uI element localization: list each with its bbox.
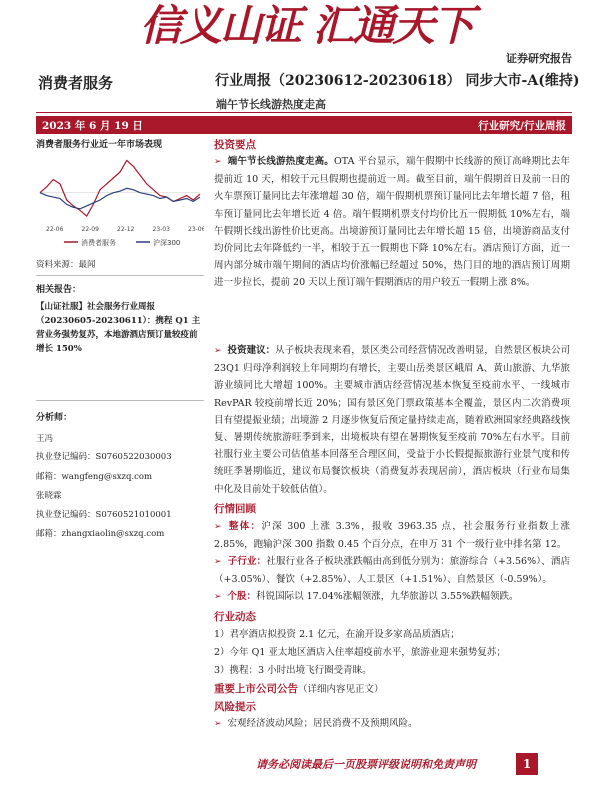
- lead-text: 整体：: [227, 521, 262, 532]
- lead-text: 子行业：: [227, 556, 267, 567]
- sidebar-divider: [36, 400, 204, 401]
- risk-text: 宏观经济波动风险；居民消费不及预期风险。: [227, 718, 418, 729]
- chart-title: 消费者服务行业近一年市场表现: [36, 140, 163, 150]
- sidebar-divider: [36, 275, 204, 276]
- arrow-icon: ➢: [214, 719, 222, 729]
- body-text: OTA 平台显示，端午假期中长线游的预订高峰期比去年提前近 10 天，相较于元旦假期也提前近一周。截至目前，端午假期首日及前一日的火车票预订量同比去年涨增超 30 倍，端午假期机票预订量同比去年增长超 7 倍，租车预订量同比去年增长近 4 倍。端午假期机票支付均价比五一假期低 10%左右，端午假期长线出游性价比更高。出境游预订量同比去年增长超 15 倍，出境游商品支付均价同比去年降低约一半，相较于五一假期也下降 10%左右。酒店预订方面，近一周内部分城市端午期间的酒店均价涨幅已经超过 50%，热门目的地的酒店预订周期进一步拉长，提前 20 天以上预订端午假期酒店的用户较五一假期上涨 8%。: [214, 156, 570, 289]
- market-performance-chart: [36, 150, 204, 250]
- series-line-0: [40, 160, 200, 216]
- body-text: 从子板块表现来看，景区类公司经营情况改善明显，自然景区板块公司 23Q1 归母净利润较上年同期均有增长，主要山岳类景区峨眉 A、黄山旅游、九华旅游业绩同比大增超 100%。主要城市酒店经营情况基本恢复至疫前水平、一线城市 RevPAR 较疫前增长近 20%；国有景区免门票政策基本全覆盖，景区内二次消费项目有望提振业绩；出境游 2 月逐步恢复后预定量持续走高，随着欧洲国家经典路线恢复、暑期传统旅游旺季到来，出境板块有望在暑期恢复至疫前 70%左右水平。目前社服行业主要公司估值基本回落至合理区间，受益于小长假提振旅游行业景气度和传统旺季暑期临近，建议布局餐饮板块（消费复苏表现居前），酒店板块（行业布局集中化及目前处于较低估值）。: [214, 345, 570, 495]
- paragraph-advice: [214, 342, 570, 498]
- legend-label: 消费者服务: [81, 239, 116, 247]
- review-subindustry: [214, 553, 570, 588]
- arrow-icon: ➢: [214, 592, 222, 602]
- related-report-link[interactable]: 【山证社服】社会服务行业周报（20230605-20230611）：携程 Q1 主营业务强势复苏，本地游酒店预订量较疫前增长 150%: [36, 302, 201, 354]
- review-heading: 行情回顾: [214, 503, 256, 515]
- news-item: 3）携程：3 小时出境飞行圈受青睐。: [214, 665, 372, 676]
- analyst-name: 王冯: [36, 434, 54, 444]
- chart-svg: [36, 150, 204, 250]
- x-tick-label: 22-06: [46, 226, 64, 233]
- x-tick-label: 23-06: [188, 226, 204, 233]
- report-title: 行业周报（20230612-20230618） 同步大市-A(维持): [215, 73, 580, 89]
- arrow-icon: ➢: [214, 157, 222, 167]
- body-text: 沪深 300 上涨 3.3%，报收 3963.35 点，社会服务行业指数上涨 2.85%，跑输沪深 300 指数 0.45 个百分点，在申万 31 个一级行业中排名第 12。: [214, 521, 570, 551]
- series-line-1: [40, 188, 200, 209]
- review-overall: [214, 518, 570, 553]
- arrow-icon: ➢: [214, 522, 222, 532]
- x-tick-label: 23-03: [152, 226, 170, 233]
- analyst-heading: 分析师：: [36, 413, 73, 423]
- risk-heading: 风险提示: [214, 701, 256, 713]
- disclaimer: 请务必阅读最后一页股票评级说明和免责声明: [256, 758, 476, 771]
- date-bar: [36, 116, 572, 134]
- arrow-icon: ➢: [214, 557, 222, 567]
- x-tick-label: 22-12: [117, 226, 135, 233]
- lead-text: 个股：: [227, 591, 257, 602]
- report-type: 行业研究/行业周报: [478, 120, 566, 132]
- report-date: 2023 年 6 月 19 日: [42, 120, 143, 132]
- legend-label: 沪深300: [153, 239, 181, 247]
- announcement-line: [214, 681, 570, 696]
- news-heading: 行业动态: [214, 611, 256, 623]
- arrow-icon: ➢: [214, 346, 222, 356]
- news-item: 1）君亭酒店拟投资 2.1 亿元，在渝开设多家高品质酒店；: [214, 629, 460, 640]
- lead-text: 端午节长线游热度走高。: [227, 156, 334, 167]
- related-reports-heading: 相关报告：: [36, 285, 82, 295]
- analyst-cert: 执业登记编码：S0760522030003: [36, 452, 172, 462]
- report-subtitle: 端午节长线游热度走高: [216, 98, 326, 111]
- review-stocks: [214, 588, 570, 606]
- header-rule: [36, 112, 572, 113]
- page-number: 1: [516, 753, 538, 775]
- lead-text: 投资建议：: [227, 345, 276, 356]
- news-item: 2）今年 Q1 亚太地区酒店入住率超疫前水平，旅游业迎来强势复苏；: [214, 647, 506, 658]
- invest-heading: 投资要点: [214, 139, 256, 151]
- announcement-heading: 重要上市公司公告: [214, 683, 298, 695]
- industry-section: 消费者服务: [38, 74, 114, 92]
- body-text: 社服行业各子板块涨跌幅由高到低分别为：旅游综合（+3.56%）、酒店（+3.05%）、餐饮（+2.85%）、人工景区（+1.51%）、自然景区（-0.59%）。: [214, 556, 570, 586]
- risk-item: [214, 715, 570, 733]
- analyst-email[interactable]: 邮箱：wangfeng@sxzq.com: [36, 472, 153, 482]
- analyst-name: 张晓霖: [36, 491, 62, 501]
- brand-subtitle: 证券研究报告: [506, 52, 572, 65]
- body-text: 科锐国际以 17.04%涨幅领涨，九华旅游以 3.55%跌幅领跌。: [256, 591, 519, 602]
- brand-banner: 信义山证 汇通天下: [140, 1, 473, 50]
- paragraph-holiday: [214, 153, 570, 292]
- announcement-note: （详细内容见正文）: [298, 684, 384, 695]
- x-tick-label: 22-09: [81, 226, 99, 233]
- analyst-email[interactable]: 邮箱：zhangxiaolin@sxzq.com: [36, 529, 165, 539]
- chart-source: 资料来源：最闻: [36, 260, 96, 270]
- analyst-cert: 执业登记编码：S0760521010001: [36, 510, 172, 520]
